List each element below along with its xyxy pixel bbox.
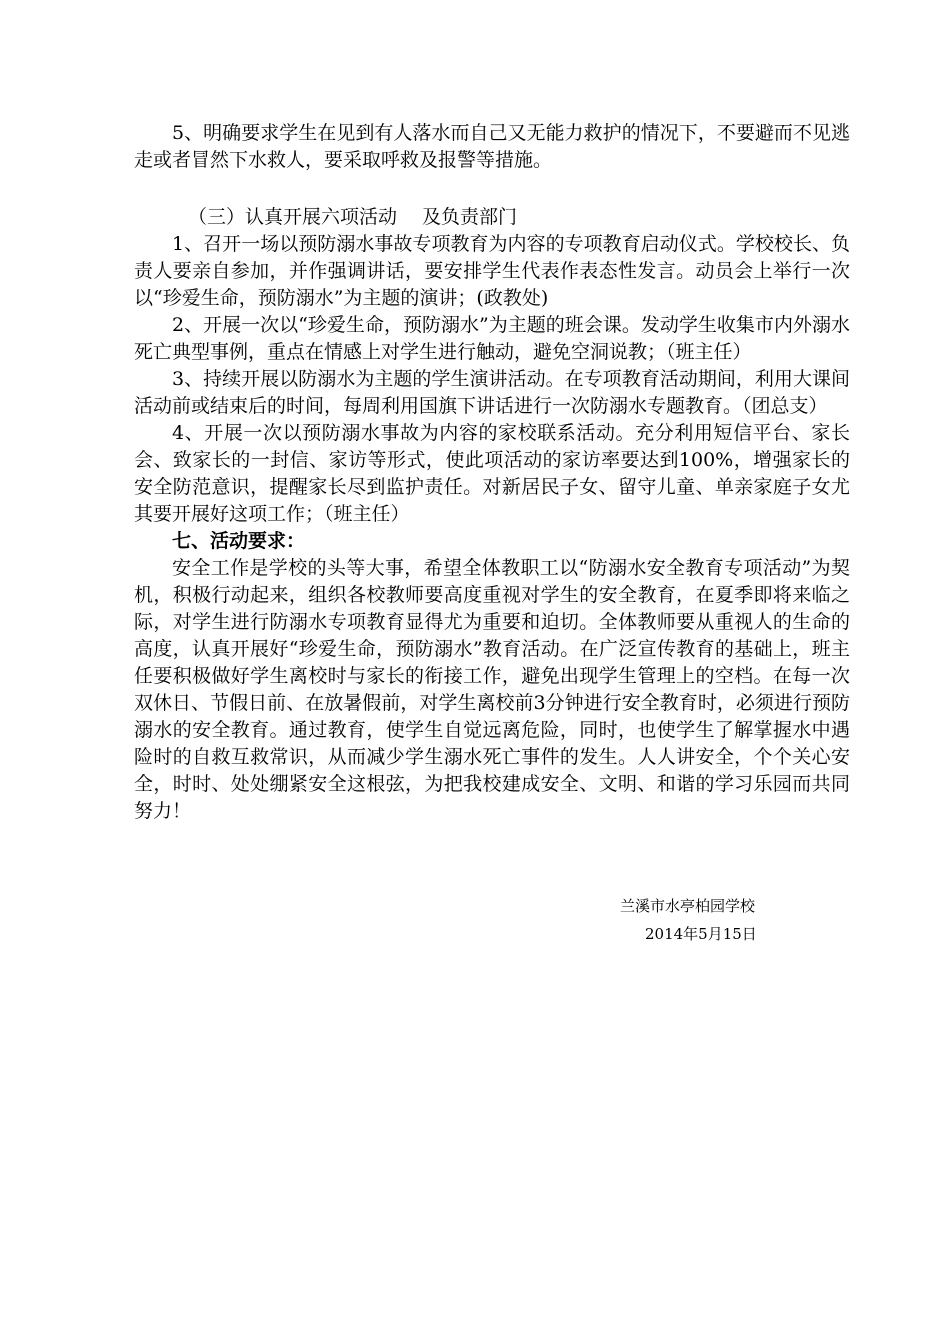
paragraph-item-5: 5、明确要求学生在见到有人落水而自己又无能力救护的情况下，不要避而不见逃走或者冒然下水救人，要采取呼救及报警等措施。 — [134, 122, 850, 171]
activity-item-2: 2、开展一次以“珍爱生命，预防溺水”为主题的班会课。发动学生收集市内外溺水死亡典型事例，重点在情感上对学生进行触动，避免空洞说教；（班主任） — [134, 314, 850, 363]
paragraph-gap — [134, 174, 850, 204]
requirements-paragraph: 安全工作是学校的头等大事，希望全体教职工以“防溺水安全教育专项活动”为契机，积极行动起来，组织各校教师要高度重视对学生的安全教育，在夏季即将来临之际，对学生进行防溺水专项教育显得尤为重要和迫切。全体教师要从重视人的生命的高度，认真开展好“珍爱生命，预防溺水”教育活动。在广泛宣传教育的基础上，班主任要积极做好学生离校时与家长的衔接工作，避免出现学生管理上的空档。在每一次双休日、节假日前、在放暑假前，对学生离校前3分钟进行安全教育时，必须进行预防溺水的安全教育。通过教育，使学生自觉远离危险，同时，也使学生了解掌握水中遇险时的自救互救常识，从而减少学生溺水死亡事件的发生。人人讲安全，个个关心安全，时时、处处绷紧安全这根弦，为把我校建成安全、文明、和谐的学习乐园而共同努力！ — [134, 557, 850, 822]
signature-organization: 兰溪市水亭柏园学校 — [620, 897, 756, 915]
sub-heading-activities: （三）认真开展六项活动 及负责部门 — [188, 206, 518, 228]
signature-date: 2014年5月15日 — [645, 925, 757, 943]
activity-item-3: 3、持续开展以防溺水为主题的学生演讲活动。在专项教育活动期间，利用大课间活动前或结束后的时间，每周利用国旗下讲话进行一次防溺水专题教育。（团总支） — [134, 368, 850, 417]
activity-item-4: 4、开展一次以预防溺水事故为内容的家校联系活动。充分利用短信平台、家长会、致家长的一封信、家访等形式，使此项活动的家访率要达到100%，增强家长的安全防范意识，提醒家长尽到监护责任。对新居民子女、留守儿童、单亲家庭子女尤其要开展好这项工作；（班主任） — [134, 422, 850, 525]
document-body — [134, 120, 850, 825]
activity-item-1: 1、召开一场以预防溺水事故专项教育为内容的专项教育启动仪式。学校校长、负责人要亲自参加，并作强调讲话，要安排学生代表作表态性发言。动员会上举行一次以“珍爱生命，预防溺水”为主题的演讲；(政教处) — [134, 233, 850, 309]
section-heading-requirements: 七、活动要求： — [172, 530, 306, 552]
